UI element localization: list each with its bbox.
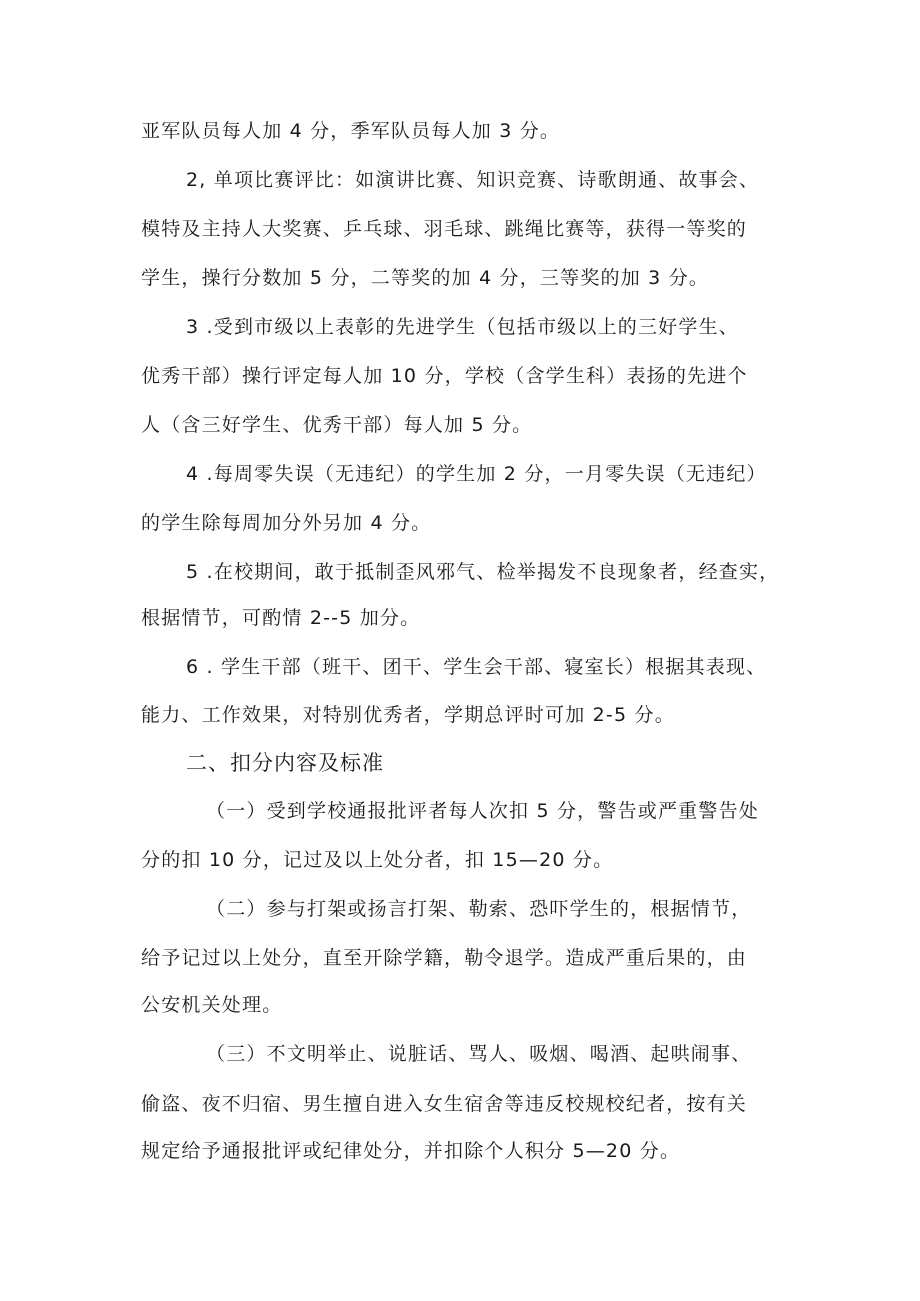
- paragraph-line: 给予记过以上处分，直至开除学籍，勒令退学。造成严重后果的，由: [141, 947, 748, 969]
- paragraph-line: 根据情节，可酌情 2--5 加分。: [141, 607, 421, 629]
- paragraph-line: （三）不文明举止、说脏话、骂人、吸烟、喝酒、起哄闹事、: [206, 1043, 752, 1065]
- paragraph-line: 偷盗、夜不归宿、男生擅自进入女生宿舍等违反校规校纪者，按有关: [141, 1093, 748, 1115]
- paragraph-line: （一）受到学校通报批评者每人次扣 5 分，警告或严重警告处: [206, 800, 759, 822]
- paragraph-line: 学生，操行分数加 5 分，二等奖的加 4 分，三等奖的加 3 分。: [141, 267, 710, 289]
- paragraph-line: 分的扣 10 分，记过及以上处分者，扣 15—20 分。: [141, 849, 614, 871]
- paragraph-line: 5 .在校期间，敢于抵制歪风邪气、检举揭发不良现象者，经查实，: [186, 561, 780, 583]
- paragraph-line: 3 .受到市级以上表彰的先进学生（包括市级以上的三好学生、: [186, 316, 739, 338]
- paragraph-line: 人（含三好学生、优秀干部）每人加 5 分。: [141, 414, 533, 436]
- paragraph-line: 规定给予通报批评或纪律处分，并扣除个人积分 5—20 分。: [141, 1140, 681, 1162]
- paragraph-line: 6 . 学生干部（班干、团干、学生会干部、寝室长）根据其表现、: [186, 656, 767, 678]
- paragraph-line: 的学生除每周加分外另加 4 分。: [141, 512, 432, 534]
- section-heading: 二、扣分内容及标准: [186, 751, 384, 775]
- paragraph-line: 优秀干部）操行评定每人加 10 分，学校（含学生科）表扬的先进个: [141, 365, 748, 387]
- paragraph-line: 亚军队员每人加 4 分，季军队员每人加 3 分。: [141, 120, 561, 142]
- paragraph-line: （二）参与打架或扬言打架、勒索、恐吓学生的，根据情节，: [206, 898, 752, 920]
- paragraph-line: 4 .每周零失误（无违纪）的学生加 2 分，一月零失误（无违纪）: [186, 463, 767, 485]
- paragraph-line: 公安机关处理。: [141, 994, 283, 1016]
- paragraph-line: 能力、工作效果，对特别优秀者，学期总评时可加 2-5 分。: [141, 704, 675, 726]
- paragraph-line: 模特及主持人大奖赛、乒乓球、羽毛球、跳绳比赛等，获得一等奖的: [141, 218, 748, 240]
- paragraph-line: 2, 单项比赛评比：如演讲比赛、知识竞赛、诗歌朗通、故事会、: [186, 169, 760, 191]
